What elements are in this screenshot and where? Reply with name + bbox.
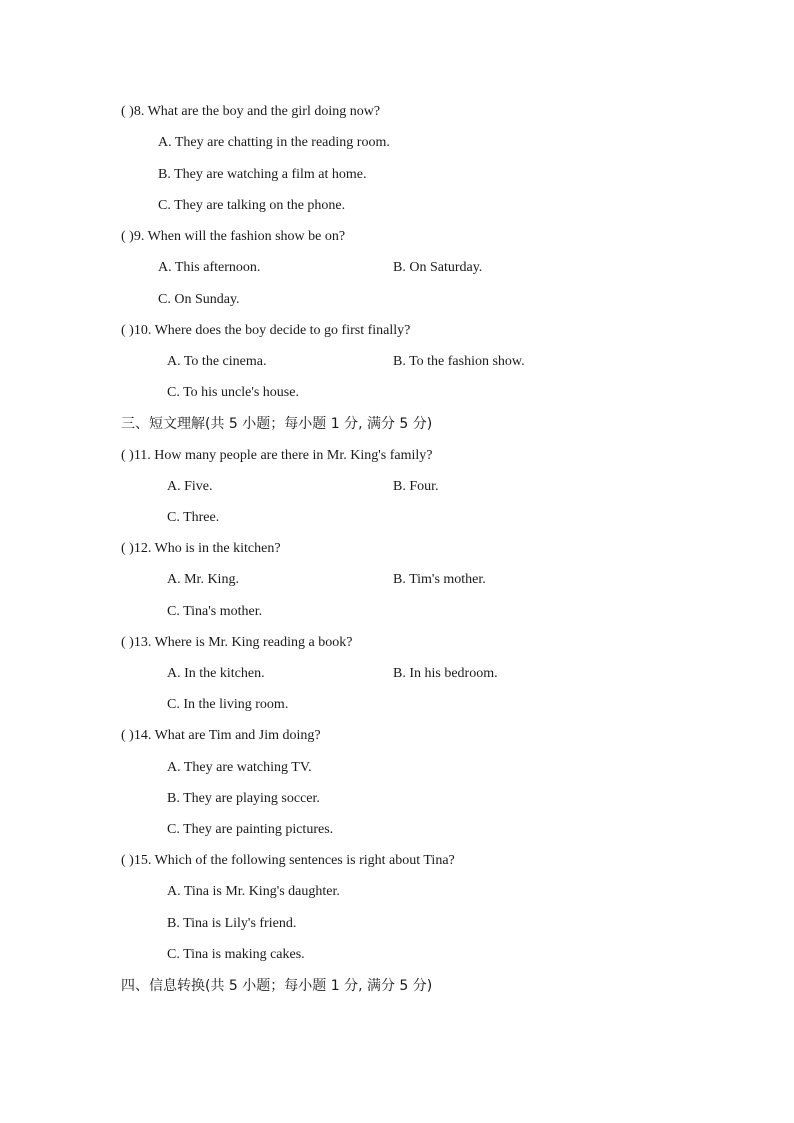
question-14-option-c[interactable]: C. They are painting pictures. <box>167 822 334 837</box>
question-11-stem: ( )11. How many people are there in Mr. King's family? <box>121 448 433 463</box>
question-13-option-c[interactable]: C. In the living room. <box>167 697 289 712</box>
question-12-option-a[interactable]: A. Mr. King. <box>167 572 239 587</box>
question-10-option-b[interactable]: B. To the fashion show. <box>393 354 525 369</box>
question-15-option-c[interactable]: C. Tina is making cakes. <box>167 947 305 962</box>
question-11-option-c[interactable]: C. Three. <box>167 510 220 525</box>
question-12-option-c[interactable]: C. Tina's mother. <box>167 604 263 619</box>
question-14-option-b[interactable]: B. They are playing soccer. <box>167 791 320 806</box>
question-9-stem: ( )9. When will the fashion show be on? <box>121 229 346 244</box>
section-four-heading: 四、信息转换(共 5 小题；每小题 1 分, 满分 5 分) <box>121 978 433 994</box>
question-9-option-b[interactable]: B. On Saturday. <box>393 260 483 275</box>
section-three-heading: 三、短文理解(共 5 小题；每小题 1 分, 满分 5 分) <box>121 416 433 432</box>
question-10-option-c[interactable]: C. To his uncle's house. <box>167 385 299 400</box>
question-13-option-b[interactable]: B. In his bedroom. <box>393 666 498 681</box>
question-12-option-b[interactable]: B. Tim's mother. <box>393 572 486 587</box>
question-14-stem: ( )14. What are Tim and Jim doing? <box>121 728 321 743</box>
question-10-stem: ( )10. Where does the boy decide to go first finally? <box>121 323 411 338</box>
question-9-option-a[interactable]: A. This afternoon. <box>158 260 261 275</box>
question-11-option-a[interactable]: A. Five. <box>167 479 213 494</box>
question-14-option-a[interactable]: A. They are watching TV. <box>167 760 312 775</box>
question-8-stem: ( )8. What are the boy and the girl doing now? <box>121 104 381 119</box>
question-9-option-c[interactable]: C. On Sunday. <box>158 292 240 307</box>
question-13-stem: ( )13. Where is Mr. King reading a book? <box>121 635 353 650</box>
question-8-option-b[interactable]: B. They are watching a film at home. <box>158 167 367 182</box>
question-13-option-a[interactable]: A. In the kitchen. <box>167 666 265 681</box>
question-11-option-b[interactable]: B. Four. <box>393 479 439 494</box>
question-10-option-a[interactable]: A. To the cinema. <box>167 354 267 369</box>
question-8-option-a[interactable]: A. They are chatting in the reading room. <box>158 135 390 150</box>
question-15-stem: ( )15. Which of the following sentences is right about Tina? <box>121 853 455 868</box>
question-12-stem: ( )12. Who is in the kitchen? <box>121 541 281 556</box>
question-15-option-b[interactable]: B. Tina is Lily's friend. <box>167 916 297 931</box>
question-15-option-a[interactable]: A. Tina is Mr. King's daughter. <box>167 884 340 899</box>
question-8-option-c[interactable]: C. They are talking on the phone. <box>158 198 346 213</box>
